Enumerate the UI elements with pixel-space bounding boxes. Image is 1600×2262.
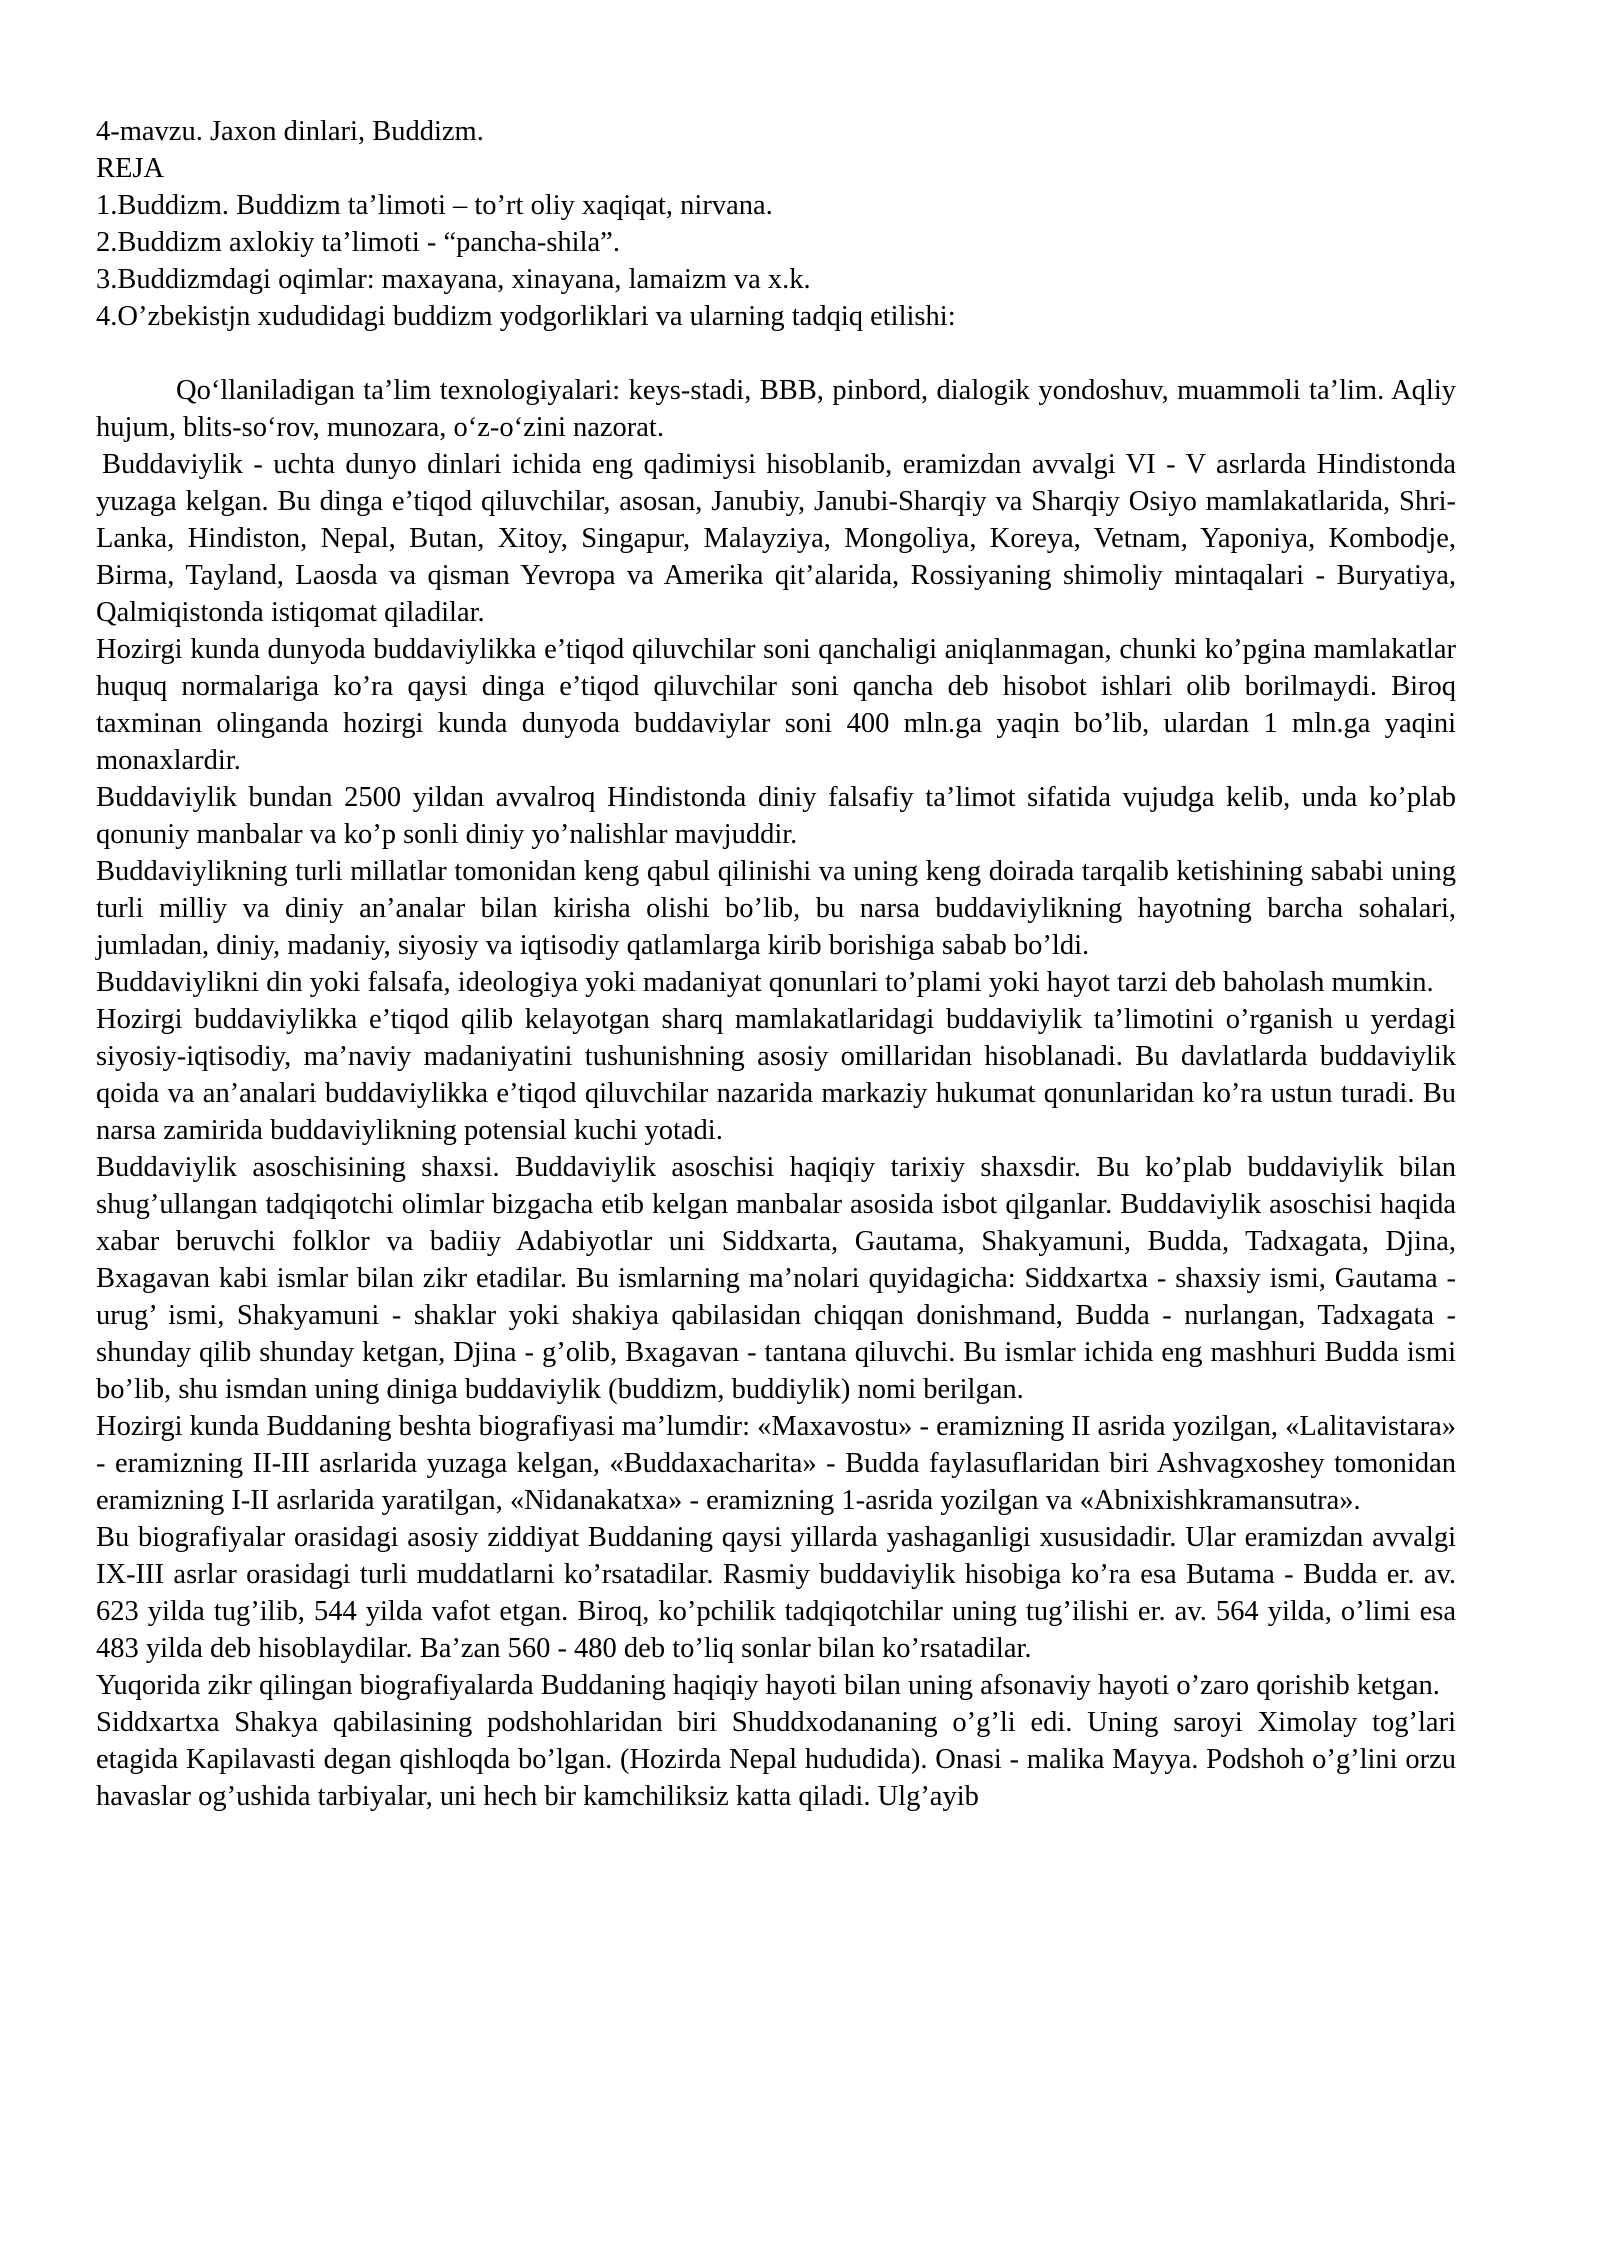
paragraph: Buddaviylikning turli millatlar tomonidan keng qabul qilinishi va uning keng doirada tarqalib ketishining sababi uning turli milliy va diniy an’analar bilan kirisha olishi bo’lib, bu narsa buddaviylikning hayotning barcha sohalari, jumladan, diniy, madaniy, siyosiy va iqtisodiy qatlamlarga kirib borishiga sabab bo’ldi. bbox=[96, 856, 1456, 961]
plan-list bbox=[96, 187, 1456, 335]
paragraph: Hozirgi kunda dunyoda buddaviylikka e’tiqod qiluvchilar soni qanchaligi aniqlanmagan, chunki ko’pgina mamlakatlar huquq normalariga ko’ra qaysi dinga e’tiqod qiluvchilar soni qancha deb hisobot ishlari olib borilmaydi. Biroq taxminan olinganda hozirgi kunda dunyoda buddaviylar soni 400 mln.ga yaqin bo’lib, ulardan 1 mln.ga yaqini monaxlardir. bbox=[96, 634, 1456, 776]
paragraph: Buddaviylikni din yoki falsafa, ideologiya yoki madaniyat qonunlari to’plami yoki hayot tarzi deb baholash mumkin. bbox=[96, 967, 1434, 998]
paragraph: Buddaviylik asoschisining shaxsi. Buddaviylik asoschisi haqiqiy tarixiy shaxsdir. Bu ko’plab buddaviylik bilan shug’ullangan tadqiqotchi olimlar bizgacha etib kelgan manbalar asosida isbot qilganlar. Buddaviylik asoschisi haqida xabar beruvchi folklor va badiiy Adabiyotlar uni Siddxarta, Gautama, Shakyamuni, Budda, Tadxagata, Djina, Bxagavan kabi ismlar bilan zikr etadilar. Bu ismlarning ma’nolari quyidagicha: Siddxartxa - shaxsiy ismi, Gautama - urug’ ismi, Shakyamuni - shaklar yoki shakiya qabilasidan chiqqan donishmand, Budda - nurlangan, Tadxagata - shunday qilib shunday ketgan, Djina - g’olib, Bxagavan - tantana qiluvchi. Bu ismlar ichida eng mashhuri Budda ismi bo’lib, shu ismdan uning diniga buddaviylik (buddizm, buddiylik) nomi berilgan. bbox=[96, 1152, 1456, 1405]
plan-item: 3.Buddizmdagi oqimlar: maxayana, xinayana, lamaizm va x.k. bbox=[96, 264, 811, 295]
paragraph-technologies: Qo‘llaniladigan ta’lim texnologiyalari: keys-stadi, BBB, pinbord, dialogik yondoshuv, muammoli ta’lim. Aqliy hujum, blits-so‘rov, munozara, o‘z-o‘zini nazorat. bbox=[96, 375, 1456, 443]
paragraph: Hozirgi buddaviylikka e’tiqod qilib kelayotgan sharq mamlakatlaridagi buddaviylik ta’limotini o’rganish u yerdagi siyosiy-iqtisodiy, ma’naviy madaniyatini tushunishning asosiy omillaridan hisoblanadi. Bu davlatlarda buddaviylik qoida va an’analari buddaviylikka e’tiqod qiluvchilar nazarida markaziy hukumat qonunlaridan ko’ra ustun turadi. Bu narsa zamirida buddaviylikning potensial kuchi yotadi. bbox=[96, 1004, 1456, 1146]
paragraph: Siddxartxa Shakya qabilasining podshohlaridan biri Shuddxodananing o’g’li edi. Uning saroyi Ximolay tog’lari etagida Kapilavasti degan qishloqda bo’lgan. (Hozirda Nepal hududida). Onasi - malika Mayya. Podshoh o’g’lini orzu havaslar og’ushida tarbiyalar, uni hech bir kamchiliksiz katta qiladi. Ulg’ayib bbox=[96, 1707, 1456, 1812]
plan-heading: REJA bbox=[96, 153, 165, 184]
plan-item: 4.O’zbekistjn xududidagi buddizm yodgorliklari va ularning tadqiq etilishi: bbox=[96, 301, 956, 332]
document-title: 4-mavzu. Jaxon dinlari, Buddizm. bbox=[96, 116, 484, 147]
document-body bbox=[96, 113, 1456, 1815]
paragraph: Buddaviylik bundan 2500 yildan avvalroq Hindistonda diniy falsafiy ta’limot sifatida vujudga kelib, unda ko’plab qonuniy manbalar va ko’p sonli diniy yo’nalishlar mavjuddir. bbox=[96, 782, 1456, 850]
paragraph: Yuqorida zikr qilingan biografiyalarda Buddaning haqiqiy hayoti bilan uning afsonaviy hayoti o’zaro qorishib ketgan. bbox=[96, 1670, 1440, 1701]
paragraph: Bu biografiyalar orasidagi asosiy ziddiyat Buddaning qaysi yillarda yashaganligi xususidadir. Ular eramizdan avvalgi IX-III asrlar orasidagi turli muddatlarni ko’rsatadilar. Rasmiy buddaviylik hisobiga ko’ra esa Butama - Budda er. av. 623 yilda tug’ilib, 544 yilda vafot etgan. Biroq, ko’pchilik tadqiqotchilar uning tug’ilishi er. av. 564 yilda, o’limi esa 483 yilda deb hisoblaydilar. Ba’zan 560 - 480 deb to’liq sonlar bilan ko’rsatadilar. bbox=[96, 1522, 1456, 1664]
blank-line bbox=[96, 335, 1456, 372]
paragraph: Hozirgi kunda Buddaning beshta biografiyasi ma’lumdir: «Maxavostu» - eramizning II asrida yozilgan, «Lalitavistara» - eramizning II-III asrlarida yuzaga kelgan, «Buddaxacharita» - Budda faylasuflaridan biri Ashvagxoshey tomonidan eramizning I-II asrlarida yaratilgan, «Nidanakatxa» - eramizning 1-asrida yozilgan va «Abnixishkramansutra». bbox=[96, 1411, 1456, 1516]
paragraph: Buddaviylik - uchta dunyo dinlari ichida eng qadimiysi hisoblanib, eramizdan avvalgi VI - V asrlarda Hindistonda yuzaga kelgan. Bu dinga e’tiqod qiluvchilar, asosan, Janubiy, Janubi-Sharqiy va Sharqiy Osiyo mamlakatlarida, Shri-Lanka, Hindiston, Nepal, Butan, Xitoy, Singapur, Malayziya, Mongoliya, Koreya, Vetnam, Yaponiya, Kombodje, Birma, Tayland, Laosda va qisman Yevropa va Amerika qit’alarida, Rossiyaning shimoliy mintaqalari - Buryatiya, Qalmiqistonda istiqomat qiladilar. bbox=[96, 449, 1456, 628]
plan-item: 1.Buddizm. Buddizm ta’limoti – to’rt oliy xaqiqat, nirvana. bbox=[96, 190, 773, 221]
plan-item: 2.Buddizm axlokiy ta’limoti - “pancha-shila”. bbox=[96, 227, 620, 258]
